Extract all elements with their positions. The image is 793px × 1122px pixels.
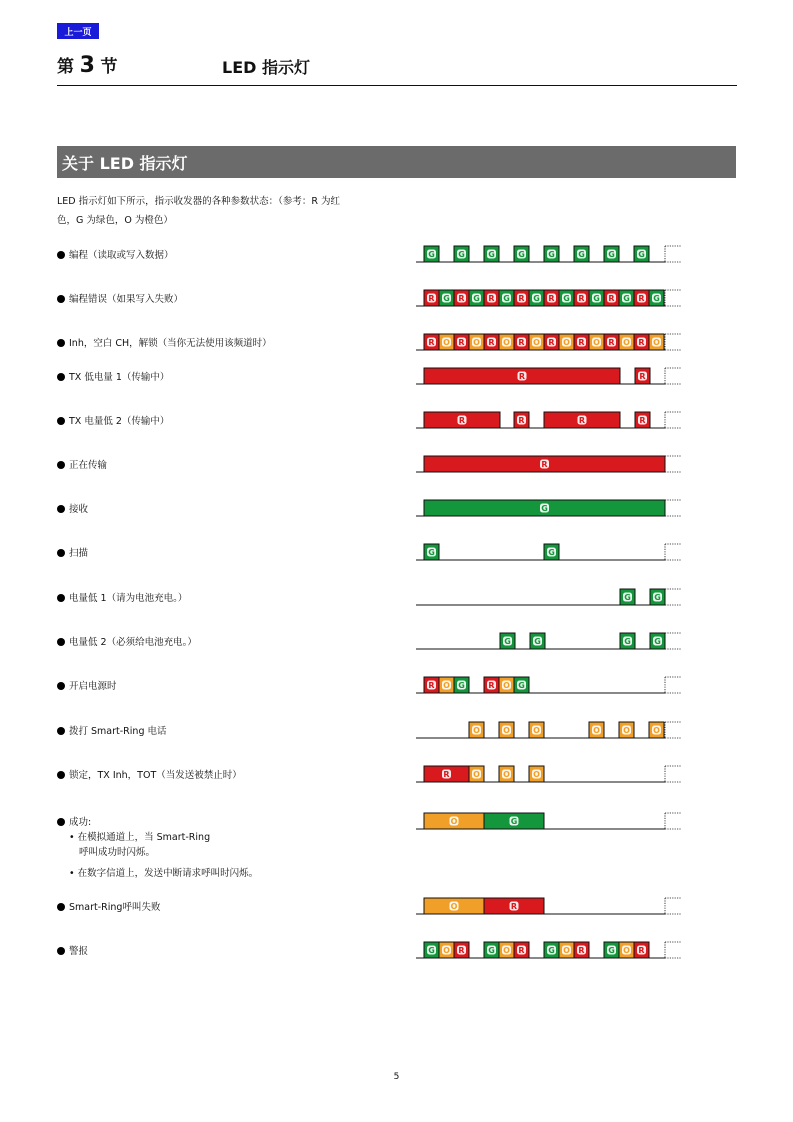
led-row-label: [57, 591, 357, 606]
svg-text:R: R: [541, 460, 548, 469]
svg-text:O: O: [623, 726, 630, 735]
svg-text:G: G: [593, 294, 600, 303]
section-header: [57, 50, 737, 86]
led-pulse-G: [589, 290, 604, 306]
led-row-label: [57, 248, 357, 263]
led-pulse-G: [620, 633, 635, 649]
svg-text:O: O: [653, 726, 660, 735]
intro-line-2: 色，G 为绿色，O 为橙色）: [57, 215, 173, 226]
bullet-icon: [57, 461, 65, 469]
led-pulse-R: [484, 898, 544, 914]
led-blink-pattern: [416, 496, 682, 526]
led-pulse-R: [484, 290, 499, 306]
svg-text:O: O: [473, 338, 480, 347]
intro-text: [57, 192, 367, 230]
led-pulse-O: [559, 334, 574, 350]
led-row-label: [57, 502, 357, 517]
svg-text:O: O: [533, 338, 540, 347]
led-row-label: [57, 900, 357, 915]
led-pulse-G: [529, 290, 544, 306]
svg-text:R: R: [458, 338, 465, 347]
led-pulse-R: [574, 290, 589, 306]
led-pulse-G: [634, 246, 649, 262]
led-pulse-O: [439, 942, 454, 958]
bullet-icon: [57, 505, 65, 513]
svg-text:G: G: [503, 294, 510, 303]
svg-text:G: G: [624, 637, 631, 646]
led-pulse-G: [424, 942, 439, 958]
led-state-label: 接收: [69, 504, 89, 515]
led-pulse-O: [649, 334, 664, 350]
svg-text:G: G: [548, 548, 555, 557]
led-pulse-G: [499, 290, 514, 306]
svg-text:G: G: [624, 593, 631, 602]
svg-text:O: O: [443, 338, 450, 347]
led-pulse-G: [484, 813, 544, 829]
section-prefix: 第: [57, 57, 74, 77]
led-row-label: [57, 336, 357, 351]
svg-text:R: R: [488, 294, 495, 303]
led-pulse-G: [650, 633, 665, 649]
svg-text:G: G: [623, 294, 630, 303]
bullet-icon: [57, 638, 65, 646]
led-pulse-R: [635, 412, 650, 428]
led-state-label: 正在传输: [69, 460, 108, 471]
led-pulse-G: [439, 290, 454, 306]
led-pulse-R: [514, 942, 529, 958]
svg-text:R: R: [443, 770, 450, 779]
bullet-icon: [57, 251, 65, 259]
led-blink-pattern: [416, 718, 682, 748]
svg-text:G: G: [653, 294, 660, 303]
led-pulse-G: [424, 500, 665, 516]
led-row-label: [57, 768, 357, 783]
led-pulse-G: [514, 246, 529, 262]
svg-text:O: O: [450, 902, 458, 911]
svg-text:O: O: [533, 726, 540, 735]
svg-text:G: G: [488, 250, 495, 259]
svg-text:G: G: [608, 946, 615, 955]
bullet-icon: [57, 417, 65, 425]
led-pulse-R: [424, 334, 439, 350]
led-pulse-R: [635, 368, 650, 384]
svg-text:R: R: [458, 946, 465, 955]
led-pulse-O: [589, 722, 604, 738]
led-pulse-G: [544, 246, 559, 262]
led-blink-pattern: [416, 452, 682, 482]
led-pulse-O: [469, 766, 484, 782]
led-blink-pattern: [416, 242, 682, 272]
svg-text:G: G: [548, 946, 555, 955]
led-state-label: 成功:: [69, 817, 92, 828]
led-blink-pattern: [416, 585, 682, 615]
led-state-note: • 在模拟通道上，当 Smart-Ring: [69, 832, 211, 843]
led-pulse-O: [499, 942, 514, 958]
svg-text:G: G: [428, 946, 435, 955]
led-state-label: 电量低 1（请为电池充电。）: [69, 593, 188, 604]
led-pulse-G: [620, 589, 635, 605]
led-pulse-O: [559, 942, 574, 958]
svg-text:O: O: [503, 726, 510, 735]
led-pulse-R: [604, 334, 619, 350]
led-pulse-O: [424, 813, 484, 829]
bullet-icon: [57, 594, 65, 602]
svg-text:O: O: [623, 338, 630, 347]
led-pulse-O: [439, 334, 454, 350]
svg-text:R: R: [548, 294, 555, 303]
led-pulse-O: [439, 677, 454, 693]
led-pulse-R: [454, 942, 469, 958]
svg-text:R: R: [428, 338, 435, 347]
svg-text:O: O: [533, 770, 540, 779]
svg-text:R: R: [510, 902, 518, 911]
svg-text:G: G: [428, 250, 435, 259]
led-row-label: [57, 458, 357, 473]
svg-text:O: O: [450, 817, 458, 826]
svg-text:R: R: [608, 294, 615, 303]
led-state-label: 开启电源时: [69, 681, 117, 692]
bullet-icon: [57, 339, 65, 347]
led-pulse-R: [424, 290, 439, 306]
svg-text:G: G: [518, 250, 525, 259]
intro-line-1: LED 指示灯如下所示，指示收发器的各种参数状态：（参考：R 为红: [57, 196, 341, 207]
led-state-label: 编程错误（如果写入失败）: [69, 294, 184, 305]
led-pulse-O: [499, 722, 514, 738]
svg-text:G: G: [638, 250, 645, 259]
svg-text:G: G: [458, 681, 465, 690]
section-title: LED 指示灯: [222, 58, 310, 77]
svg-text:R: R: [518, 372, 526, 381]
led-pulse-G: [544, 942, 559, 958]
svg-text:R: R: [458, 416, 466, 425]
led-pulse-G: [544, 544, 559, 560]
led-pulse-G: [604, 942, 619, 958]
led-pulse-O: [499, 677, 514, 693]
svg-text:R: R: [578, 946, 585, 955]
led-blink-pattern: [416, 809, 682, 839]
led-row-label: [57, 944, 357, 959]
led-pulse-R: [514, 290, 529, 306]
svg-text:G: G: [548, 250, 555, 259]
led-pulse-O: [619, 334, 634, 350]
led-pulse-R: [454, 334, 469, 350]
led-pulse-R: [604, 290, 619, 306]
svg-text:O: O: [473, 770, 480, 779]
led-state-label: 拨打 Smart-Ring 电话: [69, 726, 167, 737]
svg-text:G: G: [534, 637, 541, 646]
led-pulse-G: [649, 290, 664, 306]
svg-text:R: R: [578, 338, 585, 347]
led-pulse-O: [619, 722, 634, 738]
led-row-label: [57, 815, 357, 881]
prev-page-button[interactable]: 上一页: [57, 23, 99, 39]
led-pulse-O: [499, 766, 514, 782]
led-pulse-G: [530, 633, 545, 649]
led-blink-pattern: [416, 286, 682, 316]
svg-text:G: G: [428, 548, 435, 557]
svg-text:R: R: [518, 338, 525, 347]
led-pulse-G: [424, 544, 439, 560]
led-state-note: 呼叫成功时闪烁。: [79, 847, 156, 858]
svg-text:G: G: [654, 637, 661, 646]
svg-text:G: G: [563, 294, 570, 303]
led-pulse-G: [650, 589, 665, 605]
bullet-icon: [57, 947, 65, 955]
led-pulse-G: [469, 290, 484, 306]
svg-text:G: G: [473, 294, 480, 303]
section-number: [57, 52, 117, 78]
led-pulse-O: [469, 722, 484, 738]
svg-text:G: G: [488, 946, 495, 955]
led-blink-pattern: [416, 938, 682, 968]
led-state-label: 电量低 2（必须给电池充电。）: [69, 637, 197, 648]
led-blink-pattern: [416, 364, 682, 394]
led-pulse-G: [604, 246, 619, 262]
led-pulse-R: [424, 766, 469, 782]
led-pulse-G: [454, 246, 469, 262]
svg-text:G: G: [654, 593, 661, 602]
led-blink-pattern: [416, 540, 682, 570]
svg-text:O: O: [503, 946, 510, 955]
svg-text:G: G: [443, 294, 450, 303]
svg-text:O: O: [563, 946, 570, 955]
led-pulse-G: [484, 246, 499, 262]
bullet-icon: [57, 727, 65, 735]
svg-text:G: G: [510, 817, 518, 826]
led-pulse-O: [619, 942, 634, 958]
led-pulse-G: [484, 942, 499, 958]
svg-text:O: O: [443, 681, 450, 690]
svg-text:R: R: [548, 338, 555, 347]
led-row-label: [57, 679, 357, 694]
svg-text:R: R: [608, 338, 615, 347]
led-pulse-R: [544, 334, 559, 350]
topic-banner: 关于 LED 指示灯: [57, 146, 736, 178]
led-pulse-R: [484, 334, 499, 350]
led-blink-pattern: [416, 330, 682, 360]
svg-text:R: R: [428, 681, 435, 690]
svg-text:R: R: [458, 294, 465, 303]
bullet-icon: [57, 903, 65, 911]
led-pulse-O: [529, 334, 544, 350]
led-pulse-R: [484, 677, 499, 693]
svg-text:O: O: [593, 338, 600, 347]
led-pulse-R: [574, 334, 589, 350]
svg-text:O: O: [503, 681, 510, 690]
svg-text:O: O: [443, 946, 450, 955]
bullet-icon: [57, 771, 65, 779]
led-row-label: [57, 724, 357, 739]
led-pulse-R: [514, 412, 529, 428]
led-pulse-G: [574, 246, 589, 262]
led-pulse-R: [424, 456, 665, 472]
svg-text:R: R: [638, 294, 645, 303]
led-pulse-G: [454, 677, 469, 693]
led-pulse-R: [454, 290, 469, 306]
led-pulse-O: [529, 766, 544, 782]
page-number: 5: [393, 1072, 400, 1082]
led-state-label: Inh，空白 CH，解锁（当你无法使用该频道时）: [69, 338, 272, 349]
svg-text:R: R: [488, 338, 495, 347]
svg-text:G: G: [533, 294, 540, 303]
led-pulse-G: [514, 677, 529, 693]
bullet-icon: [57, 682, 65, 690]
led-row-label: [57, 414, 357, 429]
led-blink-pattern: [416, 408, 682, 438]
led-state-note: • 在数字信道上，发送中断请求呼叫时闪烁。: [69, 868, 259, 879]
svg-text:O: O: [503, 770, 510, 779]
led-row-label: [57, 292, 357, 307]
led-pulse-O: [499, 334, 514, 350]
svg-text:G: G: [518, 681, 525, 690]
svg-text:R: R: [518, 416, 525, 425]
led-state-label: TX 低电量 1（传输中）: [69, 372, 170, 383]
svg-text:R: R: [639, 416, 646, 425]
svg-text:R: R: [518, 946, 525, 955]
svg-text:R: R: [638, 946, 645, 955]
svg-text:O: O: [503, 338, 510, 347]
led-blink-pattern: [416, 894, 682, 924]
led-blink-pattern: [416, 629, 682, 659]
svg-text:R: R: [578, 416, 586, 425]
led-pulse-R: [424, 677, 439, 693]
bullet-icon: [57, 549, 65, 557]
bullet-icon: [57, 373, 65, 381]
led-pulse-G: [559, 290, 574, 306]
svg-text:O: O: [623, 946, 630, 955]
svg-text:O: O: [563, 338, 570, 347]
svg-text:O: O: [593, 726, 600, 735]
led-pulse-R: [634, 942, 649, 958]
led-state-label: TX 电量低 2（传输中）: [69, 416, 170, 427]
led-pulse-R: [544, 412, 620, 428]
svg-text:O: O: [473, 726, 480, 735]
led-pulse-O: [589, 334, 604, 350]
led-pulse-G: [500, 633, 515, 649]
svg-text:R: R: [638, 338, 645, 347]
led-pulse-R: [574, 942, 589, 958]
led-state-label: 编程（读取或写入数据）: [69, 250, 174, 261]
led-pulse-O: [424, 898, 484, 914]
svg-text:G: G: [541, 504, 548, 513]
section-number-digit: 3: [79, 53, 95, 78]
svg-text:G: G: [458, 250, 465, 259]
led-state-label: 锁定，TX Inh，TOT（当发送被禁止时）: [69, 770, 242, 781]
led-blink-pattern: [416, 762, 682, 792]
svg-text:R: R: [518, 294, 525, 303]
svg-text:G: G: [578, 250, 585, 259]
svg-text:G: G: [504, 637, 511, 646]
led-pulse-R: [634, 334, 649, 350]
led-pulse-R: [424, 412, 500, 428]
led-pulse-G: [424, 246, 439, 262]
led-row-label: [57, 370, 357, 385]
led-pulse-R: [514, 334, 529, 350]
svg-text:O: O: [653, 338, 660, 347]
led-state-label: 警报: [69, 946, 89, 957]
led-pulse-O: [649, 722, 664, 738]
led-pulse-R: [424, 368, 620, 384]
led-row-label: [57, 635, 357, 650]
svg-text:G: G: [608, 250, 615, 259]
bullet-icon: [57, 295, 65, 303]
svg-text:R: R: [488, 681, 495, 690]
led-pulse-R: [544, 290, 559, 306]
led-blink-pattern: [416, 673, 682, 703]
led-pulse-R: [634, 290, 649, 306]
bullet-icon: [57, 818, 65, 826]
section-suffix: 节: [100, 57, 118, 77]
led-state-label: 扫描: [69, 548, 89, 559]
svg-text:R: R: [428, 294, 435, 303]
svg-text:R: R: [639, 372, 646, 381]
led-pulse-O: [469, 334, 484, 350]
led-row-label: [57, 546, 357, 561]
svg-text:R: R: [578, 294, 585, 303]
led-pulse-G: [619, 290, 634, 306]
led-state-label: Smart-Ring呼叫失败: [69, 902, 161, 913]
led-pulse-O: [529, 722, 544, 738]
